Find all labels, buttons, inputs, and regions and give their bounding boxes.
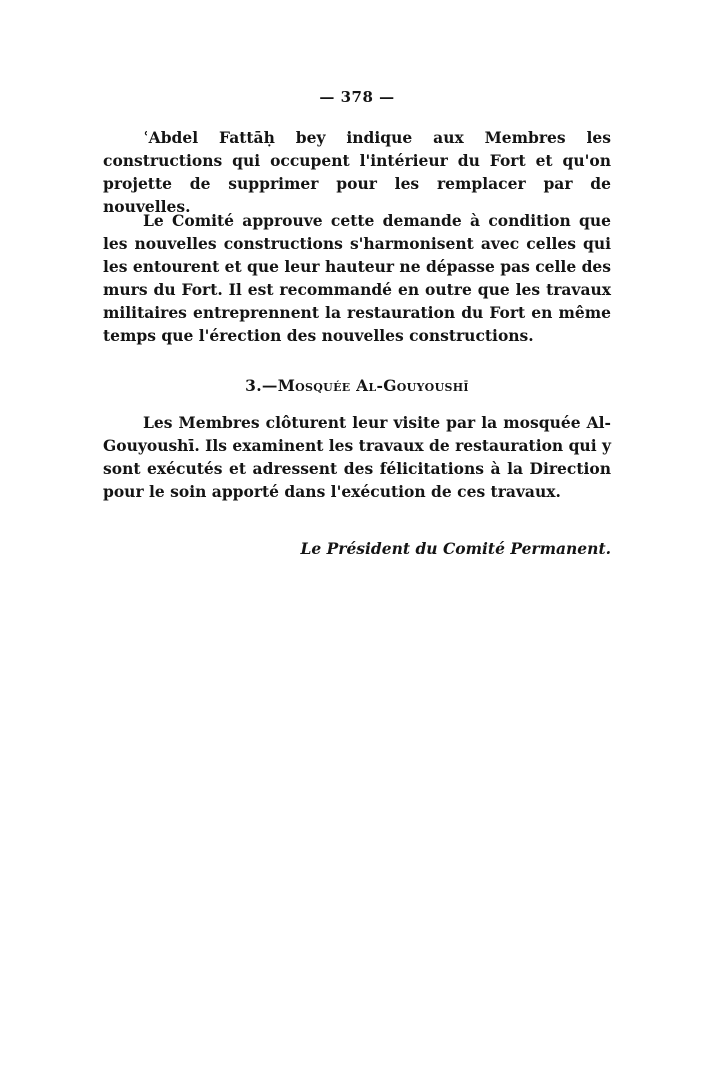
paragraph-2: Le Comité approuve cette demande à condition que les nouvelles constructions s'harmonisent avec celles qui les entourent et que leur hauteur ne dépasse pas celle des murs du Fort. Il est recommandé en outre que les travaux militaires entreprennent la restauration du Fort en même temps que l'érection des nouvelles constructions. <box>103 211 612 345</box>
page-number: — 378 — <box>319 88 395 106</box>
signature: Le Président du Comité Permanent. <box>300 539 611 558</box>
section-heading: 3.—Mosquée Al-Gouyoushī <box>245 376 469 395</box>
section-paragraph: Les Membres clôturent leur visite par la mosquée Al-Gouyoushī. Ils examinent les travaux de restauration qui y sont exécutés et adressent des félicitations à la Direction pour le soin apporté dans l'exécution de ces travaux. <box>103 413 611 501</box>
paragraph-1: ʿAbdel Fattāḥ bey indique aux Membres les constructions qui occupent l'intérieur du Fort et qu'on projette de supprimer pour les remplacer par de nouvelles. <box>103 128 611 216</box>
